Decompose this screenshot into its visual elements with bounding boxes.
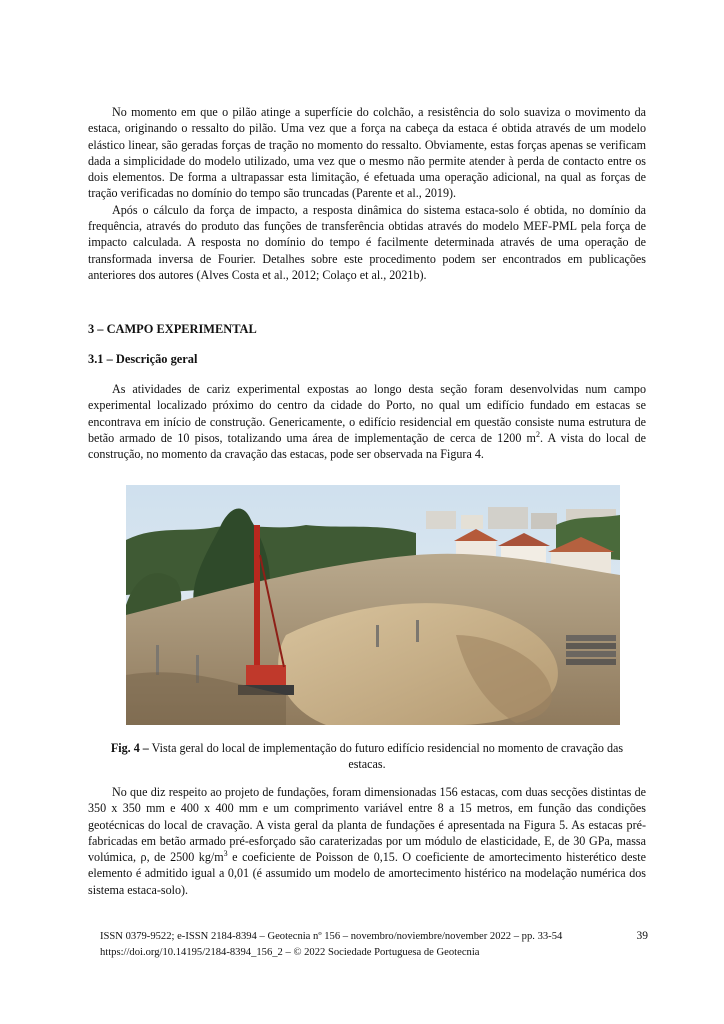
figure-4-photo — [126, 485, 620, 725]
section-heading: 3 – CAMPO EXPERIMENTAL — [88, 322, 257, 336]
page-number: 39 — [636, 930, 648, 942]
paragraph: No momento em que o pilão atinge a superfície do colchão, a resistência do solo suaviza o movimento da estaca, originando o ressalto do pilão. Uma vez que a força na cabeça da estaca é obtida através de um modelo elástico linear, são geradas forças de tração no momento do ressalto. Obviamente, estas forças apenas se verificam dada a simplicidade do modelo utilizado, uma vez que o mesmo não permite atender à perda de contacto entre os dois elementos. De forma a ultrapassar esta limitação, é efetuada uma operação adicional, na qual as forças de tração verificadas no domínio do tempo são truncadas (Parente et al., 2019). — [88, 105, 646, 201]
paragraph — [88, 381, 646, 462]
page-footer — [100, 929, 648, 960]
doi-line: https://doi.org/10.14195/2184-8394_156_2 – © 2022 Sociedade Portuguesa de Geotecnia — [100, 946, 480, 958]
body-text-mid — [88, 381, 646, 462]
paragraph: Após o cálculo da força de impacto, a resposta dinâmica do sistema estaca-solo é obtida, no domínio da frequência, através do produto das funções de transferência obtidas através do modelo MEF-PML pela força de impacto calculada. A resposta no domínio do tempo é facilmente determinada através de uma operação de transformada inversa de Fourier. Detalhes sobre este procedimento podem ser encontrados em publicações anteriores dos autores (Alves Costa et al., 2012; Colaço et al., 2021b). — [88, 202, 646, 282]
construction-site-image — [126, 485, 620, 725]
paragraph-text: e coeficiente de Poisson de 0,15. O coeficiente de amortecimento histerético deste elemento é admitido igual a 0,01 (é assumido um modelo de amortecimento histérico na modelação numérica dos sistema estaca-solo). — [88, 850, 646, 897]
superscript: 2 — [535, 429, 540, 439]
journal-info: ISSN 0379-9522; e-ISSN 2184-8394 – Geotecnia nº 156 – novembro/noviembre/november 2022 – pp. 33-54 — [100, 931, 563, 942]
paragraph-text: As atividades de cariz experimental expostas ao longo desta seção foram desenvolvidas num campo experimental localizado próximo do centro da cidade do Porto, no qual um edifício fundado em estacas se encontrava em início de construção. Genericamente, o edifício residencial em questão consiste numa estrutura de betão armado de 10 pisos, totalizando uma área de implementação de cerca de 1200 m — [88, 382, 646, 445]
figure-caption-text: Vista geral do local de implementação do futuro edifício residencial no momento de cravação das estacas. — [148, 741, 624, 771]
paragraph-text: . A vista do local de construção, no momento da cravação das estacas, pode ser observada na Figura 4. — [88, 430, 646, 462]
subsection-heading: 3.1 – Descrição geral — [88, 352, 198, 366]
figure-caption — [110, 740, 624, 772]
figure-label: Fig. 4 – — [110, 741, 149, 755]
paragraph-text: No que diz respeito ao projeto de fundações, foram dimensionadas 156 estacas, com duas secções distintas de 350 x 350 mm e 400 x 400 mm e um comprimento variável entre 8 a 15 metros, em função das condições geotécnicas do local de cravação. A vista geral da planta de fundações é apresentada na Figura 5. As estacas pré-fabricadas em betão armado pré-esforçado são caraterizadas por um módulo de elasticidade, E, de 30 GPa, massa volúmica, ρ, de 2500 kg/m — [88, 785, 646, 865]
paragraph — [88, 784, 646, 898]
superscript: 3 — [223, 849, 228, 859]
body-text-top — [88, 104, 646, 283]
body-text-bottom — [88, 784, 646, 898]
